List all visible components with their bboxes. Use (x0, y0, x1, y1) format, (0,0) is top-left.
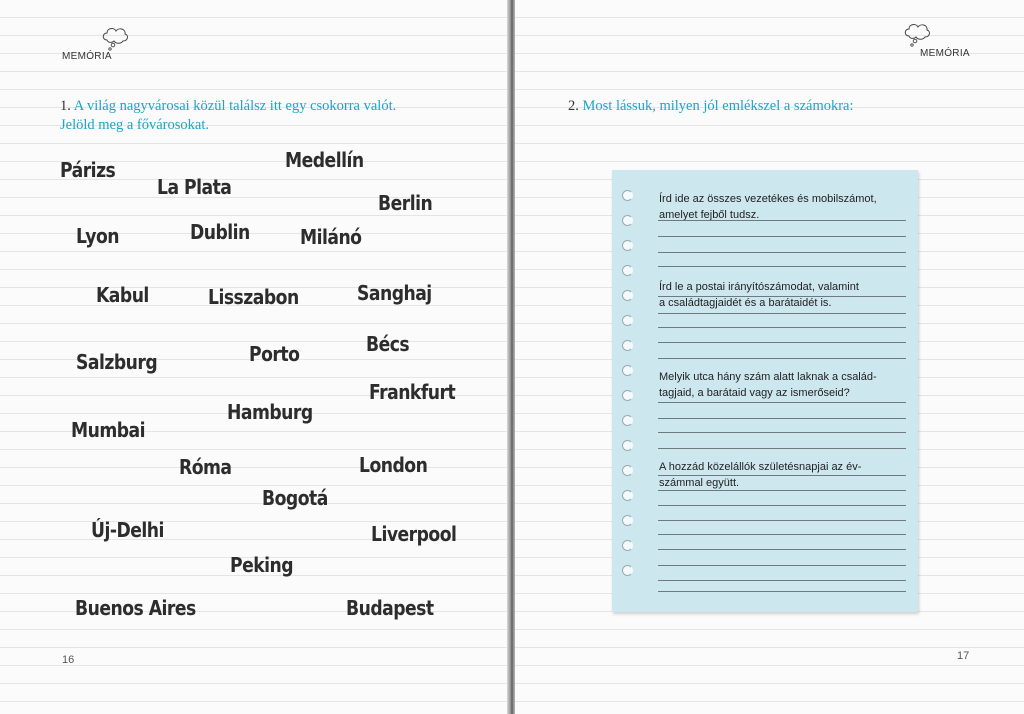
writing-line (658, 220, 906, 221)
writing-line (658, 296, 906, 297)
page-header-label: MEMÓRIA (920, 48, 970, 59)
question-text: Most lássuk, milyen jól emlékszel a számokra: (582, 98, 854, 114)
city-name: Róma (179, 455, 232, 479)
page-number: 16 (62, 654, 75, 666)
writing-line (658, 580, 906, 581)
ring-hole-icon (622, 190, 633, 201)
writing-line (658, 402, 906, 403)
writing-line (658, 448, 906, 449)
page-number: 17 (957, 650, 970, 662)
ring-hole-icon (622, 390, 633, 401)
notepad-prompt-1 (659, 192, 909, 223)
writing-line (658, 475, 906, 476)
city-name: Hamburg (227, 400, 313, 424)
city-name: Salzburg (76, 350, 158, 374)
writing-line (658, 342, 906, 343)
city-name: La Plata (157, 175, 232, 199)
ring-hole-icon (622, 365, 633, 376)
ring-hole-icon (622, 290, 633, 301)
page-header-label: MEMÓRIA (62, 51, 112, 62)
prompt-line: Melyik utca hány szám alatt laknak a család- (659, 371, 877, 383)
writing-line (658, 505, 906, 506)
city-name: Porto (249, 342, 300, 366)
thought-cloud-icon (901, 20, 933, 48)
prompt-line: amelyet fejből tudsz. (659, 208, 760, 221)
question-text-line1: A világ nagyvárosai közül találsz itt egy csokorra valót. (73, 98, 397, 114)
city-name: Mumbai (71, 418, 146, 442)
city-name: London (359, 453, 428, 477)
writing-line (658, 520, 906, 521)
city-name: Frankfurt (369, 380, 456, 404)
city-name: Lyon (76, 224, 120, 248)
city-name: Liverpool (371, 522, 457, 546)
prompt-line: tagjaid, a barátaid vagy az ismerőseid? (659, 386, 850, 399)
city-name: Peking (230, 553, 294, 577)
question-2 (568, 97, 988, 116)
prompt-line: Írd ide az összes vezetékes és mobilszámot, (659, 193, 877, 205)
writing-line (658, 252, 906, 253)
ring-hole-icon (622, 465, 633, 476)
notepad-prompt-3 (659, 370, 909, 401)
ring-hole-icon (622, 540, 633, 551)
writing-line (658, 266, 906, 267)
question-text-line2: Jelöld meg a fővárosokat. (60, 117, 209, 133)
city-name: Buenos Aires (75, 596, 196, 620)
ring-hole-icon (622, 490, 633, 501)
ring-hole-icon (622, 265, 633, 276)
notepad-card (612, 170, 918, 612)
writing-line (658, 327, 906, 328)
city-name: Bogotá (262, 486, 328, 510)
city-name: Dublin (190, 220, 250, 244)
writing-line (658, 565, 906, 566)
writing-line (658, 534, 906, 535)
question-number: 1. (60, 98, 71, 114)
ring-hole-icon (622, 565, 633, 576)
prompt-line: számmal együtt. (659, 476, 740, 489)
writing-line (658, 313, 906, 314)
writing-line (658, 490, 906, 491)
city-name: Párizs (60, 158, 116, 182)
writing-line (658, 236, 906, 237)
ring-hole-icon (622, 515, 633, 526)
writing-line (658, 591, 906, 592)
prompt-line: A hozzád közelállók születésnapjai az év- (659, 461, 862, 473)
prompt-line: a családtagjaidét és a barátaidét is. (659, 296, 832, 309)
prompt-line: Írd le a postai irányítószámodat, valamint (659, 281, 859, 293)
left-page (0, 0, 509, 714)
ring-hole-icon (622, 340, 633, 351)
ring-hole-icon (622, 440, 633, 451)
city-name: Sanghaj (357, 281, 432, 305)
question-number: 2. (568, 98, 579, 114)
ring-hole-icon (622, 415, 633, 426)
city-name: Berlin (378, 191, 433, 215)
ring-hole-icon (622, 215, 633, 226)
city-name: Milánó (300, 225, 362, 249)
city-name: Új-Delhi (91, 518, 164, 542)
writing-line (658, 418, 906, 419)
writing-line (658, 432, 906, 433)
city-name: Bécs (366, 332, 410, 356)
writing-line (658, 358, 906, 359)
question-1 (60, 97, 480, 135)
city-name: Kabul (96, 283, 149, 307)
thought-cloud-icon (99, 24, 131, 52)
city-name: Lisszabon (208, 285, 299, 309)
city-name: Medellín (285, 148, 364, 172)
ring-hole-icon (622, 315, 633, 326)
ring-hole-icon (622, 240, 633, 251)
city-name: Budapest (346, 596, 434, 620)
writing-line (658, 549, 906, 550)
